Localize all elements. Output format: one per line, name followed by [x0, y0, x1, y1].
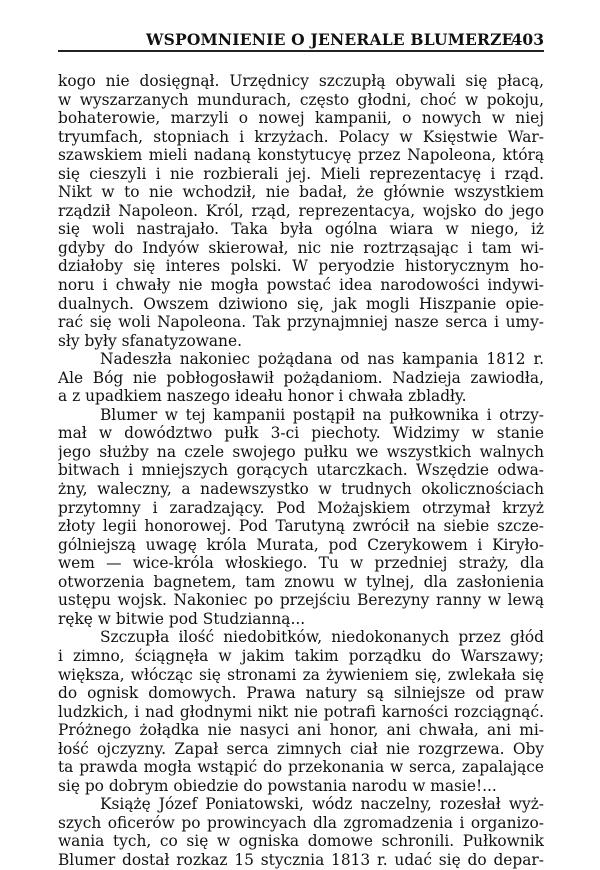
text-line: złoty legii honorowej. Pod Tarutyną zwrócił na siebie szcze- — [58, 517, 544, 536]
text-line: jego służby na czele swojego pułku we wszystkich walnych — [58, 442, 544, 461]
text-line: dualnych. Owszem dziwiono się, jak mogli Hiszpanie opie- — [58, 294, 544, 313]
text-line: żny, waleczny, a nadewszystko w trudnych okolicznościach — [58, 480, 544, 499]
page-number: 403 — [511, 30, 544, 49]
text-line: ludzkich, i nad głodnymi nikt nie potrafi karności rozciągnąć. — [58, 702, 544, 721]
text-line: szawskiem mieli nadaną konstytucyę przez Napoleona, którą — [58, 146, 544, 165]
text-line: bohaterowie, marzyli o nowej kampanii, o nowych w niej — [58, 109, 544, 128]
text-line: a z upadkiem naszego ideału honor i chwała zbladły. — [58, 387, 467, 406]
running-title: WSPOMNIENIE O JENERALE BLUMERZE — [146, 30, 514, 49]
text-line: Próżnego żołądka nie nasyci ani honor, ani chwała, ani mi- — [58, 721, 544, 740]
text-line: bitwach i mniejszych gorących utarczkach. Wszędzie odwa- — [58, 461, 544, 480]
text-line: Nadeszła nakoniec pożądana od nas kampania 1812 r. — [100, 350, 544, 369]
text-line: przytomny i zaradzający. Pod Możajskiem otrzymał krzyż — [58, 498, 544, 517]
text-line: Książę Józef Poniatowski, wódz naczelny, rozesłał wyż- — [100, 795, 544, 814]
book-page — [58, 28, 544, 869]
text-line: kogo nie dosięgnął. Urzędnicy szczupłą obywali się płacą, — [58, 72, 544, 90]
text-line: Szczupła ilość niedobitków, niedokonanych przez głód — [100, 628, 544, 647]
text-line: Ale Bóg nie pobłogosławił pożądaniom. Nadzieja zawiodła, — [58, 368, 544, 387]
text-line: gdyby do Indyów skierował, nic nie roztrząsając i tam wi- — [58, 238, 544, 257]
text-line: noru i chwały nie mogła powstać idea narodowości indywi- — [58, 276, 544, 295]
text-line: sły były sfanatyzowane. — [58, 331, 242, 350]
text-line: otworzenia bagnetem, tam znowu w tylnej, dla zasłonienia — [58, 572, 544, 591]
text-line: działoby się interes polski. W peryodzie historycznym ho- — [58, 257, 544, 276]
text-line: większa, włócząc się stronami za żywieniem się, zwlekała się — [58, 665, 544, 684]
text-line: mał w dowództwo pułk 3-ci piechoty. Widzimy w stanie — [58, 424, 544, 443]
text-line: łość ojczyzny. Zapał serca zimnych ciał nie rozgrzewa. Oby — [58, 739, 544, 758]
text-line: się cieszyli i nie rozbierali jej. Mieli reprezentacyę i rząd. — [58, 164, 544, 183]
text-line: się woli nastrajało. Taka była ogólna wiara w niego, iż — [58, 220, 544, 239]
text-line: wania tych, co się w ogniska domowe schronili. Pułkownik — [58, 832, 544, 851]
text-line: Nikt w to nie wchodził, nie badał, że głównie wszystkiem — [58, 183, 544, 202]
text-line: rać się woli Napoleona. Tak przynajmniej nasze serca i umy- — [58, 313, 544, 332]
text-line: tryumfach, stopniach i krzyżach. Polacy w Księstwie War- — [58, 127, 544, 146]
running-header — [58, 28, 544, 52]
text-line: szych oficerów po prowincyach dla zgromadzenia i organizo- — [58, 813, 544, 832]
text-line: w wyszarzanych mundurach, często głodni, choć w pokoju, — [58, 90, 544, 109]
text-line: i zimno, ściągnęła w jakim takim porządku do Warszawy; — [58, 646, 544, 665]
text-line: ustępu wojsk. Nakoniec po przejściu Berezyny ranny w lewą — [58, 591, 544, 610]
text-line: Blumer dostał rozkaz 15 stycznia 1813 r. udać się do depar- — [58, 850, 544, 869]
text-line: do ognisk domowych. Prawa natury są silniejsze od praw — [58, 684, 544, 703]
text-line: gólniejszą uwagę króla Murata, pod Czerykowem i Kiryło- — [58, 535, 544, 554]
text-line: rękę w bitwie pod Studzianną... — [58, 609, 306, 628]
body-text — [58, 72, 544, 870]
text-line: ta prawda mogła wstąpić do przekonania w serca, zapalające — [58, 758, 544, 777]
text-line: się po dobrym obiedzie do powstania narodu w masie!... — [58, 776, 497, 795]
text-line: wem — wice-króla włoskiego. Tu w przedniej straży, dla — [58, 554, 544, 573]
text-line: rządził Napoleon. Król, rząd, reprezentacya, wojsko do jego — [58, 201, 544, 220]
text-line: Blumer w tej kampanii postąpił na pułkownika i otrzy- — [100, 405, 544, 424]
